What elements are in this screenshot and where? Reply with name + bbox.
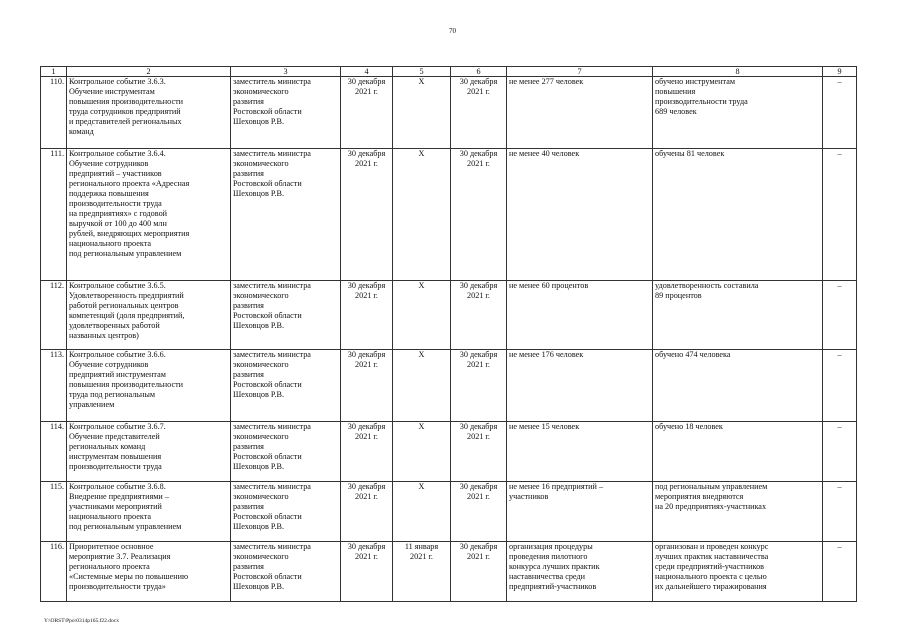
fact-date-line: Х (418, 482, 425, 491)
forecast-date-line: 30 декабря (459, 281, 498, 290)
forecast-date-line: 2021 г. (467, 552, 490, 561)
actual-result-line: их дальнейшего тиражирования (655, 582, 767, 591)
responsible-person-line: экономического (233, 87, 289, 96)
fact-date-cell (393, 77, 451, 149)
responsible-person-cell (231, 542, 341, 602)
planned-result-line: не менее 176 человек (509, 350, 584, 359)
table-row (41, 482, 857, 542)
fact-date-cell (393, 149, 451, 281)
event-description-line: производительности труда (69, 462, 162, 471)
event-description-line: Внедрение предприятиями – (69, 492, 169, 501)
note-line: – (837, 350, 842, 359)
actual-result-line: 689 человек (655, 107, 697, 116)
plan-date-line: 2021 г. (355, 291, 378, 300)
responsible-person-cell (231, 350, 341, 422)
forecast-date-line: 30 декабря (459, 77, 498, 86)
plan-date-line: 2021 г. (355, 432, 378, 441)
col-header-1: 1 (41, 67, 67, 77)
actual-result-cell (653, 422, 823, 482)
actual-result-cell (653, 149, 823, 281)
event-description-line: и представителей региональных (69, 117, 182, 126)
note-line: – (837, 149, 842, 158)
note-cell (823, 77, 857, 149)
responsible-person-line: Ростовской области (233, 572, 302, 581)
event-description-line: рублей, внедряющих мероприятия (69, 229, 190, 238)
actual-result-line: удовлетворенность составила (655, 281, 759, 290)
responsible-person-line: Шеховцов Р.В. (233, 522, 284, 531)
plan-date-line: 2021 г. (355, 492, 378, 501)
fact-date-cell (393, 281, 451, 350)
forecast-date-line: 2021 г. (467, 492, 490, 501)
responsible-person-line: Шеховцов Р.В. (233, 462, 284, 471)
planned-result-line: участников (509, 492, 549, 501)
forecast-date-cell (451, 149, 507, 281)
plan-date-cell (341, 350, 393, 422)
event-description-line: Обучение сотрудников (69, 159, 149, 168)
event-description-cell (67, 542, 231, 602)
event-description-line: Контрольное событие 3.6.5. (69, 281, 166, 290)
plan-date-cell (341, 281, 393, 350)
row-number-cell: 110. (41, 77, 67, 149)
note-cell (823, 542, 857, 602)
planned-result-line: не менее 40 человек (509, 149, 580, 158)
forecast-date-line: 30 декабря (459, 422, 498, 431)
plan-date-cell (341, 422, 393, 482)
event-description-line: Контрольное событие 3.6.8. (69, 482, 166, 491)
report-table (40, 66, 857, 602)
footer-file-path: Y:\ORST\Ppo\0314p165.f22.docx (44, 618, 119, 624)
responsible-person-line: заместитель министра (233, 482, 311, 491)
event-description-line: инструментам повышения (69, 452, 162, 461)
responsible-person-line: экономического (233, 492, 289, 501)
event-description-line: региональных команд (69, 442, 146, 451)
event-description-line: управлением (69, 400, 115, 409)
event-description-cell (67, 482, 231, 542)
actual-result-line: обучено 474 человека (655, 350, 731, 359)
note-cell (823, 149, 857, 281)
table-row (41, 542, 857, 602)
planned-result-cell (507, 149, 653, 281)
event-description-line: повышения производительности (69, 97, 184, 106)
event-description-line: под региональным управлением (69, 522, 182, 531)
event-description-line: названных центров) (69, 331, 139, 340)
plan-date-cell (341, 542, 393, 602)
actual-result-cell (653, 77, 823, 149)
responsible-person-line: экономического (233, 159, 289, 168)
responsible-person-line: Ростовской области (233, 452, 302, 461)
table-row (41, 350, 857, 422)
plan-date-line: 30 декабря (347, 77, 386, 86)
responsible-person-line: Шеховцов Р.В. (233, 582, 284, 591)
event-description-line: повышения производительности (69, 380, 184, 389)
forecast-date-cell (451, 482, 507, 542)
event-description-line: на предприятиях» с годовой (69, 209, 168, 218)
plan-date-line: 2021 г. (355, 552, 378, 561)
fact-date-line: Х (418, 350, 425, 359)
event-description-line: Контрольное событие 3.6.4. (69, 149, 166, 158)
forecast-date-line: 30 декабря (459, 149, 498, 158)
planned-result-line: не менее 60 процентов (509, 281, 589, 290)
planned-result-cell (507, 350, 653, 422)
forecast-date-cell (451, 281, 507, 350)
event-description-line: удовлетворенных работой (69, 321, 160, 330)
forecast-date-line: 30 декабря (459, 482, 498, 491)
event-description-line: регионального проекта «Адресная (69, 179, 190, 188)
table-row (41, 77, 857, 149)
actual-result-line: производительности труда (655, 97, 748, 106)
forecast-date-line: 2021 г. (467, 432, 490, 441)
actual-result-line: мероприятия внедряются (655, 492, 744, 501)
row-number-cell: 113. (41, 350, 67, 422)
plan-date-line: 30 декабря (347, 350, 386, 359)
actual-result-line: под региональным управлением (655, 482, 768, 491)
event-description-line: предприятий – участников (69, 169, 162, 178)
responsible-person-line: заместитель министра (233, 149, 311, 158)
event-description-line: национального проекта (69, 239, 152, 248)
col-header-3: 3 (231, 67, 341, 77)
note-line: – (837, 77, 842, 86)
event-description-line: национального проекта (69, 512, 152, 521)
table-row (41, 281, 857, 350)
page-number: 70 (449, 27, 456, 35)
forecast-date-line: 2021 г. (467, 291, 490, 300)
fact-date-line: 11 января (404, 542, 439, 551)
fact-date-cell (393, 482, 451, 542)
note-line: – (837, 542, 842, 551)
responsible-person-line: развития (233, 97, 264, 106)
event-description-cell (67, 77, 231, 149)
actual-result-line: лучших практик наставничества (655, 552, 769, 561)
col-header-6: 6 (451, 67, 507, 77)
fact-date-line: Х (418, 281, 425, 290)
fact-date-cell (393, 542, 451, 602)
note-cell (823, 422, 857, 482)
responsible-person-cell (231, 281, 341, 350)
note-line: – (837, 422, 842, 431)
col-header-4: 4 (341, 67, 393, 77)
event-description-line: поддержка повышения (69, 189, 149, 198)
planned-result-line: не менее 277 человек (509, 77, 584, 86)
plan-date-line: 30 декабря (347, 482, 386, 491)
planned-result-cell (507, 77, 653, 149)
plan-date-line: 2021 г. (355, 87, 378, 96)
fact-date-cell (393, 350, 451, 422)
planned-result-line: не менее 16 предприятий – (509, 482, 604, 491)
note-line: – (837, 281, 842, 290)
note-cell (823, 482, 857, 542)
col-header-8: 8 (653, 67, 823, 77)
responsible-person-line: Ростовской области (233, 311, 302, 320)
actual-result-line: обучено 18 человек (655, 422, 723, 431)
plan-date-line: 30 декабря (347, 149, 386, 158)
responsible-person-line: Шеховцов Р.В. (233, 117, 284, 126)
responsible-person-line: заместитель министра (233, 281, 311, 290)
plan-date-line: 30 декабря (347, 542, 386, 551)
event-description-line: Контрольное событие 3.6.6. (69, 350, 166, 359)
responsible-person-line: заместитель министра (233, 77, 311, 86)
planned-result-cell (507, 422, 653, 482)
responsible-person-line: заместитель министра (233, 542, 311, 551)
actual-result-line: обучено инструментам (655, 77, 736, 86)
planned-result-cell (507, 482, 653, 542)
row-number-cell: 111. (41, 149, 67, 281)
planned-result-line: конкурса лучших практик (509, 562, 600, 571)
event-description-cell (67, 350, 231, 422)
fact-date-line: 2021 г. (410, 552, 433, 561)
event-description-line: Контрольное событие 3.6.7. (69, 422, 166, 431)
note-cell (823, 281, 857, 350)
note-line: – (837, 482, 842, 491)
event-description-line: «Системные меры по повышению (69, 572, 189, 581)
responsible-person-line: Шеховцов Р.В. (233, 321, 284, 330)
event-description-cell (67, 422, 231, 482)
planned-result-line: проведения пилотного (509, 552, 588, 561)
row-number-cell: 114. (41, 422, 67, 482)
event-description-line: команд (69, 127, 94, 136)
plan-date-line: 2021 г. (355, 360, 378, 369)
event-description-line: Обучение представителей (69, 432, 160, 441)
planned-result-line: организация процедуры (509, 542, 593, 551)
forecast-date-line: 2021 г. (467, 87, 490, 96)
responsible-person-line: экономического (233, 552, 289, 561)
responsible-person-line: развития (233, 169, 264, 178)
event-description-line: производительности труда (69, 199, 162, 208)
responsible-person-line: Шеховцов Р.В. (233, 189, 284, 198)
col-header-7: 7 (507, 67, 653, 77)
fact-date-line: Х (418, 149, 425, 158)
actual-result-line: повышения (655, 87, 696, 96)
responsible-person-cell (231, 149, 341, 281)
event-description-line: Приоритетное основное (69, 542, 154, 551)
responsible-person-line: экономического (233, 432, 289, 441)
forecast-date-cell (451, 350, 507, 422)
row-number-cell: 116. (41, 542, 67, 602)
table-row (41, 422, 857, 482)
event-description-line: мероприятие 3.7. Реализация (69, 552, 171, 561)
responsible-person-line: развития (233, 370, 264, 379)
plan-date-cell (341, 482, 393, 542)
plan-date-cell (341, 149, 393, 281)
fact-date-line: Х (418, 77, 425, 86)
event-description-cell (67, 149, 231, 281)
event-description-line: Удовлетворенность предприятий (69, 291, 184, 300)
responsible-person-line: заместитель министра (233, 350, 311, 359)
event-description-line: компетенций (доля предприятий, (69, 311, 185, 320)
fact-date-line: Х (418, 422, 425, 431)
event-description-line: регионального проекта (69, 562, 150, 571)
planned-result-line: не менее 15 человек (509, 422, 580, 431)
event-description-line: Контрольное событие 3.6.3. (69, 77, 166, 86)
event-description-cell (67, 281, 231, 350)
forecast-date-line: 30 декабря (459, 350, 498, 359)
event-description-line: Обучение инструментам (69, 87, 155, 96)
actual-result-line: национального проекта с целью (655, 572, 767, 581)
forecast-date-cell (451, 542, 507, 602)
actual-result-line: обучены 81 человек (655, 149, 725, 158)
forecast-date-cell (451, 422, 507, 482)
responsible-person-line: экономического (233, 360, 289, 369)
plan-date-cell (341, 77, 393, 149)
col-header-2: 2 (67, 67, 231, 77)
fact-date-cell (393, 422, 451, 482)
column-number-header-row (41, 67, 857, 77)
row-number-cell: 112. (41, 281, 67, 350)
actual-result-cell (653, 542, 823, 602)
responsible-person-cell (231, 77, 341, 149)
event-description-line: труда под региональным (69, 390, 156, 399)
responsible-person-line: развития (233, 502, 264, 511)
row-number-cell: 115. (41, 482, 67, 542)
event-description-line: выручкой от 100 до 400 млн (69, 219, 167, 228)
responsible-person-line: Ростовской области (233, 380, 302, 389)
col-header-5: 5 (393, 67, 451, 77)
event-description-line: под региональным управлением (69, 249, 182, 258)
actual-result-cell (653, 482, 823, 542)
responsible-person-line: заместитель министра (233, 422, 311, 431)
note-cell (823, 350, 857, 422)
responsible-person-cell (231, 422, 341, 482)
col-header-9: 9 (823, 67, 857, 77)
actual-result-line: на 20 предприятиях-участниках (655, 502, 767, 511)
table-row (41, 149, 857, 281)
actual-result-line: 89 процентов (655, 291, 702, 300)
planned-result-line: наставничества среди (509, 572, 585, 581)
forecast-date-line: 30 декабря (459, 542, 498, 551)
forecast-date-line: 2021 г. (467, 159, 490, 168)
responsible-person-line: Ростовской области (233, 512, 302, 521)
event-description-line: труда сотрудников предприятий (69, 107, 181, 116)
responsible-person-line: экономического (233, 291, 289, 300)
actual-result-cell (653, 350, 823, 422)
actual-result-cell (653, 281, 823, 350)
planned-result-cell (507, 542, 653, 602)
responsible-person-line: Ростовской области (233, 107, 302, 116)
plan-date-line: 30 декабря (347, 422, 386, 431)
actual-result-line: организован и проведен конкурс (655, 542, 769, 551)
planned-result-line: предприятий-участников (509, 582, 597, 591)
responsible-person-line: развития (233, 301, 264, 310)
event-description-line: работой региональных центров (69, 301, 179, 310)
forecast-date-line: 2021 г. (467, 360, 490, 369)
event-description-line: участниками мероприятий (69, 502, 162, 511)
actual-result-line: среди предприятий-участников (655, 562, 765, 571)
event-description-line: производительности труда» (69, 582, 166, 591)
planned-result-cell (507, 281, 653, 350)
plan-date-line: 2021 г. (355, 159, 378, 168)
event-description-line: предприятий инструментам (69, 370, 166, 379)
responsible-person-line: Шеховцов Р.В. (233, 390, 284, 399)
responsible-person-cell (231, 482, 341, 542)
responsible-person-line: Ростовской области (233, 179, 302, 188)
responsible-person-line: развития (233, 562, 264, 571)
plan-date-line: 30 декабря (347, 281, 386, 290)
event-description-line: Обучение сотрудников (69, 360, 149, 369)
forecast-date-cell (451, 77, 507, 149)
responsible-person-line: развития (233, 442, 264, 451)
